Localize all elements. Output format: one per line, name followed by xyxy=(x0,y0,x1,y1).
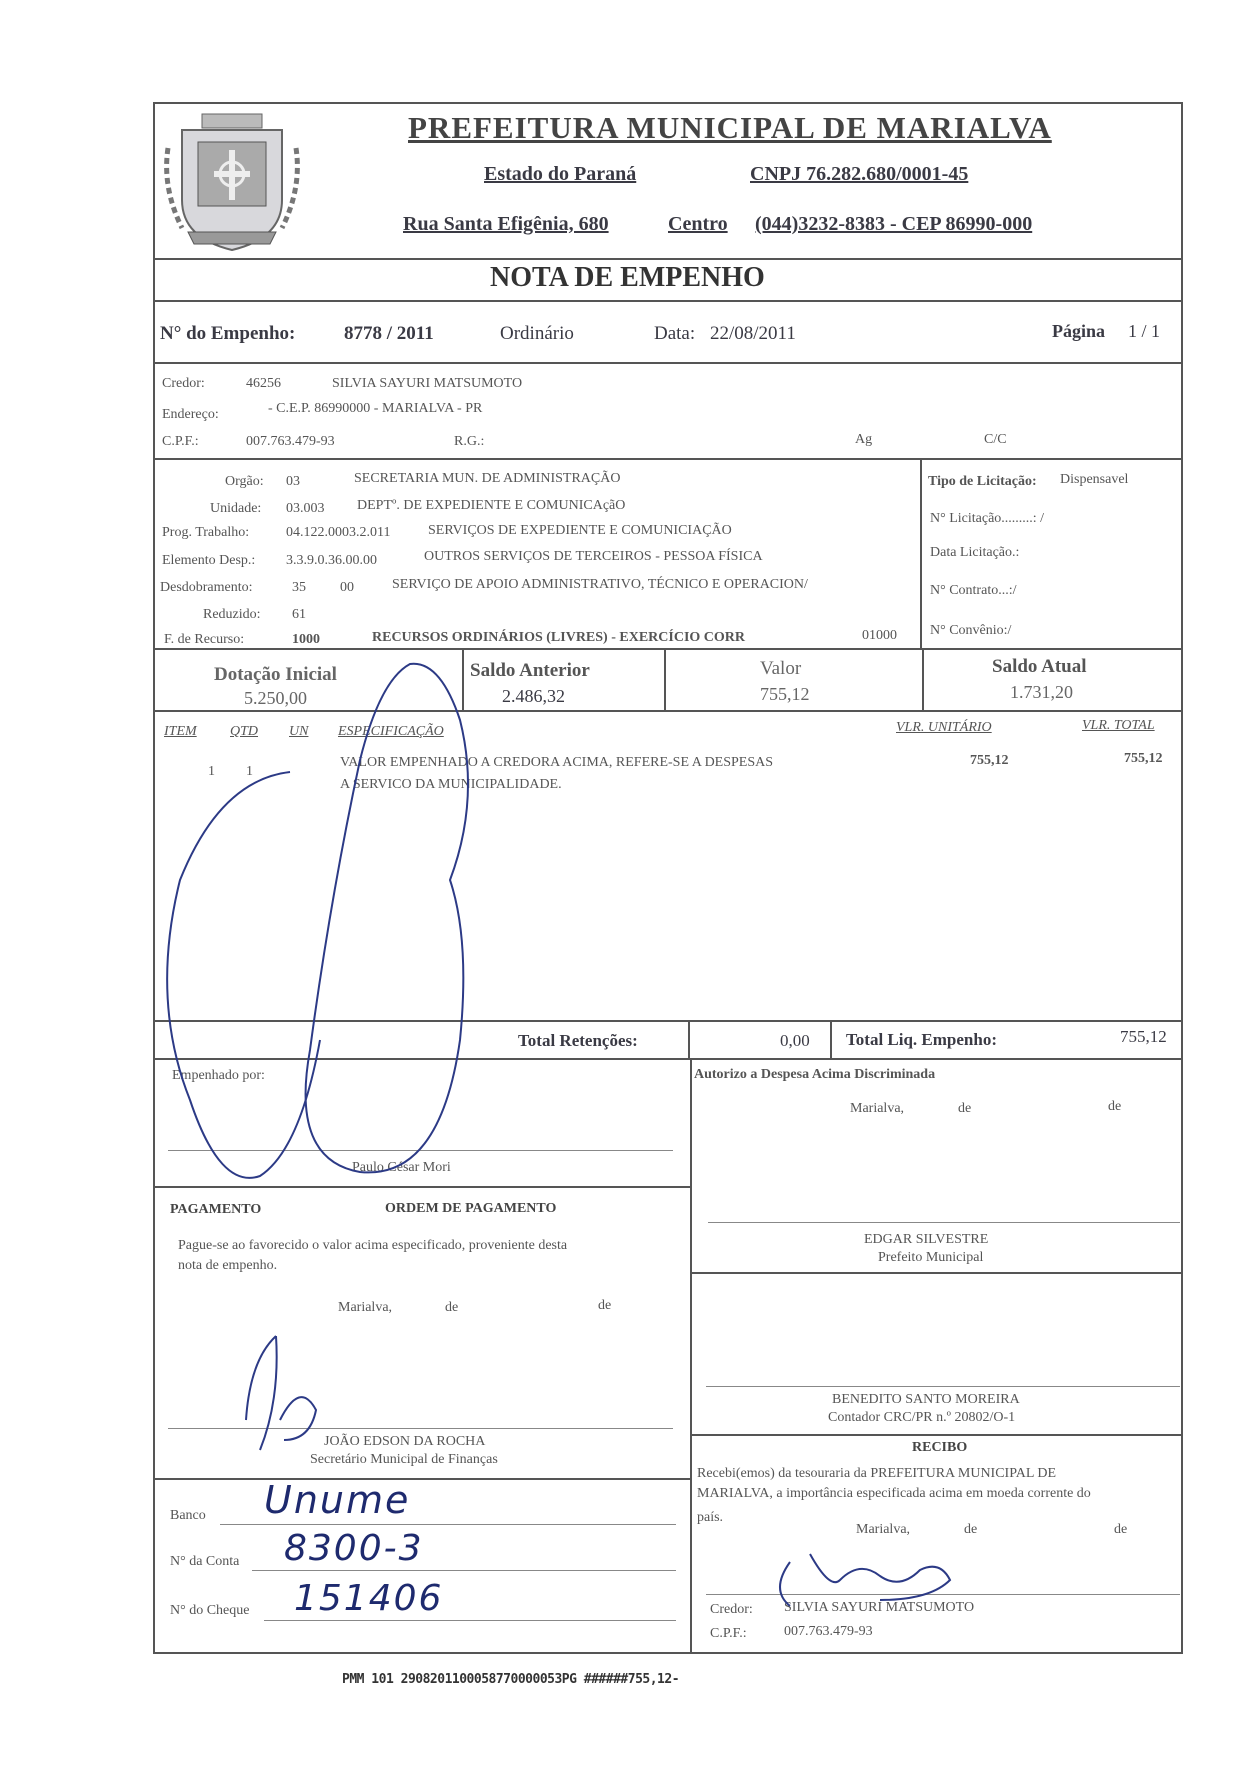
dotacao-label: Dotação Inicial xyxy=(214,664,337,685)
contador-title: Contador CRC/PR n.º 20802/O-1 xyxy=(828,1410,1016,1425)
desdobramento-label: Desdobramento: xyxy=(160,580,253,595)
total-price-header: VLR. TOTAL xyxy=(1082,718,1155,733)
orgao-code: 03 xyxy=(286,474,300,489)
cnpj: CNPJ 76.282.680/0001-45 xyxy=(750,163,969,185)
fonte-code: 1000 xyxy=(292,632,320,647)
licitacao-type-label: Tipo de Licitação: xyxy=(928,474,1037,489)
recibo-title: RECIBO xyxy=(912,1440,968,1455)
agency-label: Ag xyxy=(855,432,873,447)
rg-label: R.G.: xyxy=(454,434,485,449)
valor-value: 755,12 xyxy=(760,684,810,704)
date-label: Data: xyxy=(654,323,696,344)
secretario-signature-icon xyxy=(246,1336,316,1450)
document-title: NOTA DE EMPENHO xyxy=(490,262,765,293)
autorizo-city: Marialva, xyxy=(850,1101,905,1116)
autorizo-de-2: de xyxy=(1108,1099,1122,1114)
recibo-cpf-value: 007.763.479-93 xyxy=(784,1624,873,1639)
page-label: Página xyxy=(1052,321,1106,341)
recibo-de-2: de xyxy=(1114,1522,1128,1537)
district: Centro xyxy=(668,213,728,235)
recibo-text-1: Recebi(emos) da tesouraria da PREFEITURA MUNICIPAL DE xyxy=(697,1466,1057,1481)
banco-handwritten: Unume xyxy=(264,1478,411,1522)
date-value: 22/08/2011 xyxy=(710,323,796,344)
recibo-credor-label: Credor: xyxy=(710,1602,753,1617)
empenhado-name: Paulo César Mori xyxy=(352,1160,451,1175)
phone-cep: (044)3232-8383 - CEP 86990-000 xyxy=(755,213,1033,235)
address: Rua Santa Efigênia, 680 xyxy=(403,213,609,235)
empenho-number: 8778 / 2011 xyxy=(344,323,434,344)
reduzido-label: Reduzido: xyxy=(203,607,261,622)
prefeito-name: EDGAR SILVESTRE xyxy=(864,1232,989,1247)
saldo-anterior-value: 2.486,32 xyxy=(502,686,565,706)
prog-label: Prog. Trabalho: xyxy=(162,525,250,540)
saldo-atual-value: 1.731,20 xyxy=(1010,682,1073,702)
autorizo-text: Autorizo a Despesa Acima Discriminada xyxy=(694,1067,936,1082)
empenho-signature-icon xyxy=(167,664,468,1178)
cpf-value: 007.763.479-93 xyxy=(246,434,335,449)
table-row-item: 1 xyxy=(208,764,215,779)
fonte-code-2: 01000 xyxy=(862,628,897,643)
retencoes-label: Total Retenções: xyxy=(518,1031,638,1050)
credor-code: 46256 xyxy=(246,376,281,391)
credor-label: Credor: xyxy=(162,376,205,391)
page-title: PREFEITURA MUNICIPAL DE MARIALVA xyxy=(408,110,1052,145)
recibo-de-1: de xyxy=(964,1522,978,1537)
orgao-desc: SECRETARIA MUN. DE ADMINISTRAÇÃO xyxy=(354,471,621,486)
account-label: C/C xyxy=(984,432,1007,447)
fonte-label: F. de Recurso: xyxy=(164,632,245,647)
unit-header: UN xyxy=(289,724,309,739)
conta-handwritten: 8300-3 xyxy=(284,1528,424,1569)
fonte-desc: RECURSOS ORDINÁRIOS (LIVRES) - EXERCÍCIO CORR xyxy=(372,630,745,645)
licitacao-date: Data Licitação.: xyxy=(930,545,1020,560)
contrato-number: N° Contrato...:/ xyxy=(930,583,1017,598)
pagamento-label: PAGAMENTO xyxy=(170,1202,262,1217)
prog-desc: SERVIÇOS DE EXPEDIENTE E COMUNICIAÇÃO xyxy=(428,523,732,538)
table-row-spec-line2: A SERVICO DA MUNICIPALIDADE. xyxy=(340,777,562,792)
address-label: Endereço: xyxy=(162,407,219,422)
cheque-handwritten: 151406 xyxy=(294,1578,444,1619)
table-row-qtd: 1 xyxy=(246,764,253,779)
page-value: 1 / 1 xyxy=(1128,321,1161,341)
conta-label: N° da Conta xyxy=(170,1554,240,1569)
secretario-title: Secretário Municipal de Finanças xyxy=(310,1452,498,1467)
unidade-desc: DEPTº. DE EXPEDIENTE E COMUNICAçãO xyxy=(357,498,626,513)
saldo-atual-label: Saldo Atual xyxy=(992,656,1087,677)
liquid-value: 755,12 xyxy=(1120,1027,1167,1046)
retencoes-value: 0,00 xyxy=(780,1031,810,1050)
prog-code: 04.122.0003.2.011 xyxy=(286,525,391,540)
empenho-number-label: N° do Empenho: xyxy=(160,323,296,344)
state-name: Estado do Paraná xyxy=(484,163,637,185)
table-row-unit-price: 755,12 xyxy=(970,753,1009,768)
recibo-credor-name: SILVIA SAYURI MATSUMOTO xyxy=(784,1600,975,1615)
autorizo-de-1: de xyxy=(958,1101,972,1116)
pagamento-city: Marialva, xyxy=(338,1300,393,1315)
address-value: - C.E.P. 86990000 - MARIALVA - PR xyxy=(268,401,483,416)
pagamento-de-1: de xyxy=(445,1300,459,1315)
elemento-desc: OUTROS SERVIÇOS DE TERCEIROS - PESSOA FÍSICA xyxy=(424,549,763,564)
contador-name: BENEDITO SANTO MOREIRA xyxy=(832,1392,1020,1407)
orgao-label: Orgão: xyxy=(225,474,264,489)
empenhado-label: Empenhado por: xyxy=(172,1068,265,1083)
liquid-label: Total Liq. Empenho: xyxy=(846,1030,997,1049)
pagamento-de-2: de xyxy=(598,1298,612,1313)
banco-label: Banco xyxy=(170,1508,206,1523)
unidade-code: 03.003 xyxy=(286,501,325,516)
desdobramento-code: 35 xyxy=(292,580,306,595)
licitacao-type-value: Dispensavel xyxy=(1060,472,1129,487)
recibo-text-2: MARIALVA, a importância especificada acima em moeda corrente do xyxy=(697,1486,1091,1501)
cheque-label: N° do Cheque xyxy=(170,1603,250,1618)
elemento-label: Elemento Desp.: xyxy=(162,553,256,568)
unit-price-header: VLR. UNITÁRIO xyxy=(896,720,992,735)
cpf-label: C.P.F.: xyxy=(162,434,199,449)
unidade-label: Unidade: xyxy=(210,501,262,516)
recibo-cpf-label: C.P.F.: xyxy=(710,1626,747,1641)
recibo-signature-icon xyxy=(780,1554,950,1606)
item-header: ITEM xyxy=(164,724,197,739)
convenio-number: N° Convênio:/ xyxy=(930,623,1012,638)
desdobramento-desc: SERVIÇO DE APOIO ADMINISTRATIVO, TÉCNICO E OPERACION/ xyxy=(392,577,808,592)
elemento-code: 3.3.9.0.36.00.00 xyxy=(286,553,377,568)
pagamento-text-1: Pague-se ao favorecido o valor acima especificado, proveniente desta xyxy=(178,1238,568,1253)
pagamento-text-2: nota de empenho. xyxy=(178,1258,278,1273)
recibo-city: Marialva, xyxy=(856,1522,911,1537)
prefeito-title: Prefeito Municipal xyxy=(878,1250,984,1265)
qtd-header: QTD xyxy=(230,724,259,739)
reduzido-value: 61 xyxy=(292,607,306,622)
table-row-total-price: 755,12 xyxy=(1124,751,1163,766)
empenho-type: Ordinário xyxy=(500,323,574,344)
saldo-anterior-label: Saldo Anterior xyxy=(470,660,590,681)
ordem-pagamento-label: ORDEM DE PAGAMENTO xyxy=(385,1201,557,1216)
desdobramento-code-2: 00 xyxy=(340,580,354,595)
credor-name: SILVIA SAYURI MATSUMOTO xyxy=(332,376,523,391)
dotacao-value: 5.250,00 xyxy=(244,688,307,708)
spec-header: ESPECIFICAÇÃO xyxy=(338,724,444,739)
table-row-spec-line1: VALOR EMPENHADO A CREDORA ACIMA, REFERE-SE A DESPESAS xyxy=(340,755,774,770)
licitacao-number: N° Licitação.........: / xyxy=(930,511,1045,526)
valor-label: Valor xyxy=(760,658,802,679)
secretario-name: JOÃO EDSON DA ROCHA xyxy=(324,1434,486,1449)
footer-code: PMM 101 2908201100058770000053PG ######755,12- xyxy=(342,1672,680,1687)
recibo-text-3: país. xyxy=(697,1510,724,1525)
